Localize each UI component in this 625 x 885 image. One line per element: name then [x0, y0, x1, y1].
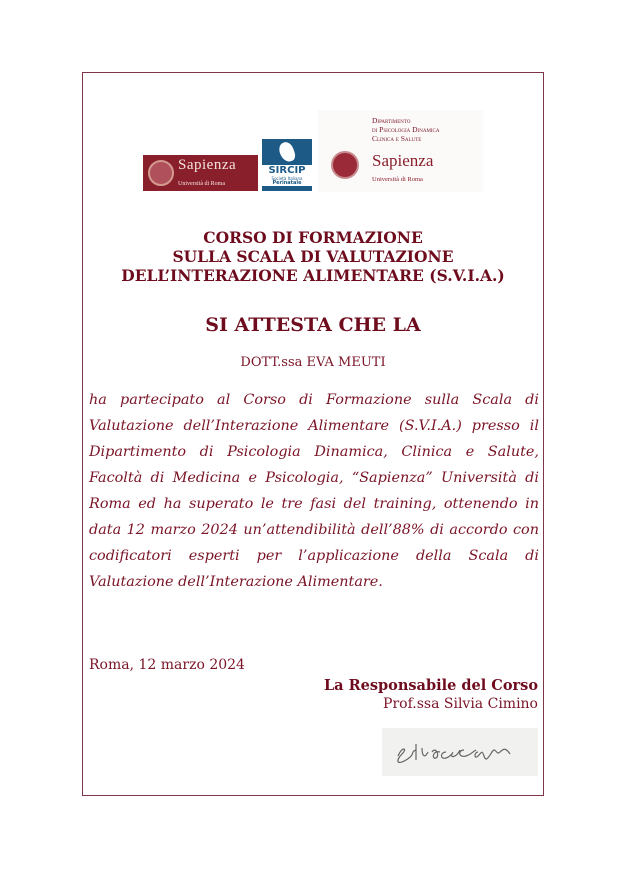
signatory-role: La Responsabile del Corso — [323, 677, 538, 694]
title-line: SULLA SCALA DI VALUTAZIONE — [172, 247, 454, 266]
sircip-subtitle: Società Italiana — [262, 176, 312, 181]
certificate-body: ha partecipato al Corso di Formazione sulla Scala di Valutazione dell’Interazione Alimentare (S.V.I.A.) presso il Dipartimento di Psicologia Dinamica, Clinica e Salute, Facoltà di Medicina e Psicologia, “Sapienza” Università di Roma ed ha superato le tre fasi del training, ottenendo in data 12 marzo 2024 un’attendibilità dell’88% di accordo con codificatori esperti per l’applicazione della Scala di Valutazione dell’Interazione Alimentare. — [89, 392, 539, 590]
sapienza-seal-icon — [331, 151, 359, 179]
sircip-name: SIRCIP — [262, 165, 312, 176]
logo-name: Sapienza — [178, 156, 237, 173]
title-line: CORSO DI FORMAZIONE — [203, 228, 423, 247]
logo-subtitle: Università di Roma — [372, 176, 423, 183]
title-line: DELL’INTERAZIONE ALIMENTARE (S.V.I.A.) — [121, 266, 505, 285]
department-logo — [318, 110, 483, 192]
sapienza-logo — [143, 155, 258, 191]
sircip-bird-icon — [262, 139, 312, 165]
logo-subtitle: Università di Roma — [178, 180, 225, 187]
sircip-footer: Perinatale — [262, 181, 312, 186]
signature-image — [382, 728, 538, 776]
attestation-heading: SI ATTESTA CHE LA — [205, 314, 421, 336]
sapienza-seal-icon — [148, 160, 174, 186]
signatory-name: Prof.ssa Silvia Cimino — [383, 696, 538, 712]
recipient-name: DOTT.ssa EVA MEUTI — [240, 355, 386, 370]
signature-icon — [390, 734, 530, 770]
place-date: Roma, 12 marzo 2024 — [89, 657, 245, 673]
department-line: Dipartimento — [372, 116, 411, 125]
course-title — [82, 228, 544, 285]
department-line: di Psicologia Dinamica — [372, 125, 440, 134]
department-name — [372, 116, 440, 143]
logo-name: Sapienza — [372, 151, 434, 170]
department-line: Clinica e Salute — [372, 134, 422, 143]
sircip-logo — [262, 139, 312, 191]
